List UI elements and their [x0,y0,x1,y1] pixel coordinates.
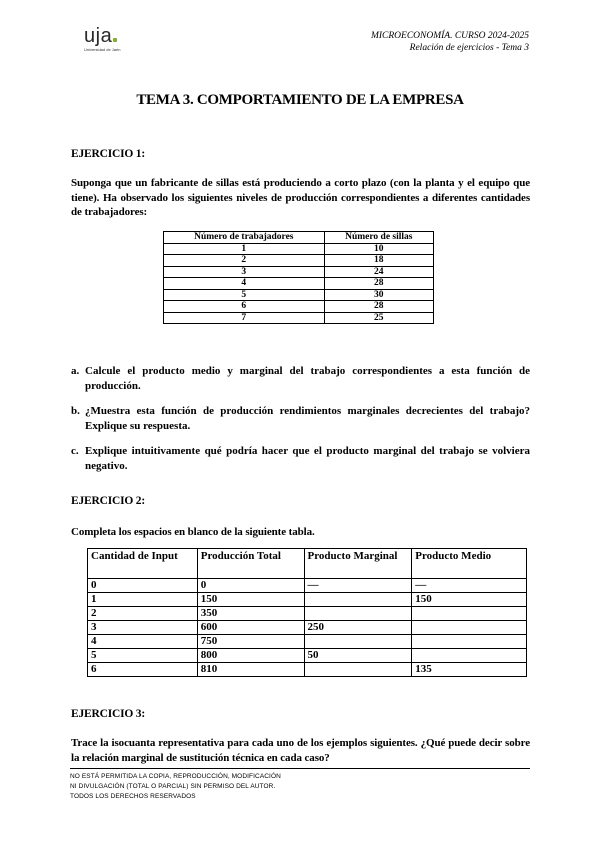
table-row [164,278,434,290]
table-cell: 24 [324,266,433,278]
header-course: MICROECONOMÍA. CURSO 2024-2025 [370,31,529,41]
table-cell: 3 [88,621,198,635]
table-cell: 10 [324,243,433,255]
table-cell: 0 [88,579,198,593]
table-cell: — [412,579,527,593]
table-header-row [88,549,527,579]
table-cell: 5 [88,649,198,663]
table-cell: 250 [304,621,412,635]
table-cell: 350 [197,607,304,621]
footer-line-1: NO ESTÁ PERMITIDA LA COPIA, REPRODUCCIÓN, MODIFICACIÓN [70,773,281,780]
question-label: c. [71,445,79,457]
copyright-footer [70,772,281,802]
table-row [164,255,434,267]
question-text: Explique intuitivamente qué podría hacer que el producto marginal del trabajo se volviera negativo. [85,445,530,472]
ex3-intro: Trace la isocuanta representativa para cada uno de los ejemplos siguientes. ¿Qué puede decir sobre la relación marginal de sustitución técnica en cada caso? [71,737,530,764]
table-cell: 4 [88,635,198,649]
university-logo [84,26,144,54]
table-cell [304,663,412,677]
ex1-intro: Suponga que un fabricante de sillas está produciendo a corto plazo (con la planta y el equipo que tiene). Ha observado los siguientes niveles de producción correspondientes a diferentes cantidades de trabajadores: [71,177,530,218]
logo-dot [113,38,117,42]
table-header-cell: Producto Medio [412,549,527,579]
table-cell [304,635,412,649]
ex2-intro: Completa los espacios en blanco de la siguiente tabla. [71,526,315,538]
ex3-heading: EJERCICIO 3: [71,708,145,720]
table-cell: 4 [164,278,325,290]
table-row [88,621,527,635]
ex2-heading: EJERCICIO 2: [71,495,145,507]
ex1-question-b [71,404,530,433]
table-header-cell: Producto Marginal [304,549,412,579]
ex1-question-a [71,364,530,393]
table-cell: 750 [197,635,304,649]
ex2-table [87,548,527,677]
table-row [164,289,434,301]
table-cell: 7 [164,312,325,324]
ex1-heading: EJERCICIO 1: [71,148,145,160]
question-label: b. [71,405,80,417]
table-cell: 3 [164,266,325,278]
table-cell [304,593,412,607]
table-cell: 600 [197,621,304,635]
question-text: Calcule el producto medio y marginal del trabajo correspondientes a esta función de producción. [85,365,530,392]
table-cell: 0 [197,579,304,593]
table-cell: 6 [164,301,325,313]
table-cell: 50 [304,649,412,663]
table-cell: 25 [324,312,433,324]
table-row [164,312,434,324]
table-cell [304,607,412,621]
table-header-row [164,232,434,244]
ex1-table [163,231,434,324]
page-title: TEMA 3. COMPORTAMIENTO DE LA EMPRESA [136,92,464,108]
table-header-cell: Producción Total [197,549,304,579]
table-cell [412,621,527,635]
table-cell: 810 [197,663,304,677]
table-header-cell: Número de sillas [324,232,433,244]
table-cell: 28 [324,301,433,313]
table-cell: 30 [324,289,433,301]
table-cell: 150 [197,593,304,607]
table-row [164,266,434,278]
page-header [371,30,529,54]
table-header-cell: Número de trabajadores [164,232,325,244]
logo-wordmark: uja [84,25,113,47]
table-cell: 135 [412,663,527,677]
table-row [88,663,527,677]
table-row [88,579,527,593]
table-row [88,607,527,621]
footer-divider [70,768,530,769]
table-cell: 800 [197,649,304,663]
footer-line-3: TODOS LOS DERECHOS RESERVADOS [70,793,196,800]
table-row [164,243,434,255]
table-cell: 6 [88,663,198,677]
table-row [88,593,527,607]
table-cell: 1 [164,243,325,255]
table-cell [412,649,527,663]
table-cell [412,635,527,649]
table-cell: 2 [164,255,325,267]
table-row [164,301,434,313]
table-cell: 150 [412,593,527,607]
table-cell: 1 [88,593,198,607]
table-header-cell: Cantidad de Input [88,549,198,579]
ex1-question-c [71,444,530,473]
table-cell: 28 [324,278,433,290]
table-cell: — [304,579,412,593]
table-row [88,649,527,663]
logo-subtitle: Universidad de Jaén [84,47,121,52]
table-cell: 18 [324,255,433,267]
header-subtitle: Relación de ejercicios - Tema 3 [409,43,529,53]
table-cell: 2 [88,607,198,621]
question-text: ¿Muestra esta función de producción rendimientos marginales decrecientes del trabajo? Explique su respuesta. [85,405,530,432]
footer-line-2: NI DIVULGACIÓN (TOTAL O PARCIAL) SIN PERMISO DEL AUTOR. [70,783,276,790]
question-label: a. [71,365,80,377]
table-cell: 5 [164,289,325,301]
table-row [88,635,527,649]
table-cell [412,607,527,621]
